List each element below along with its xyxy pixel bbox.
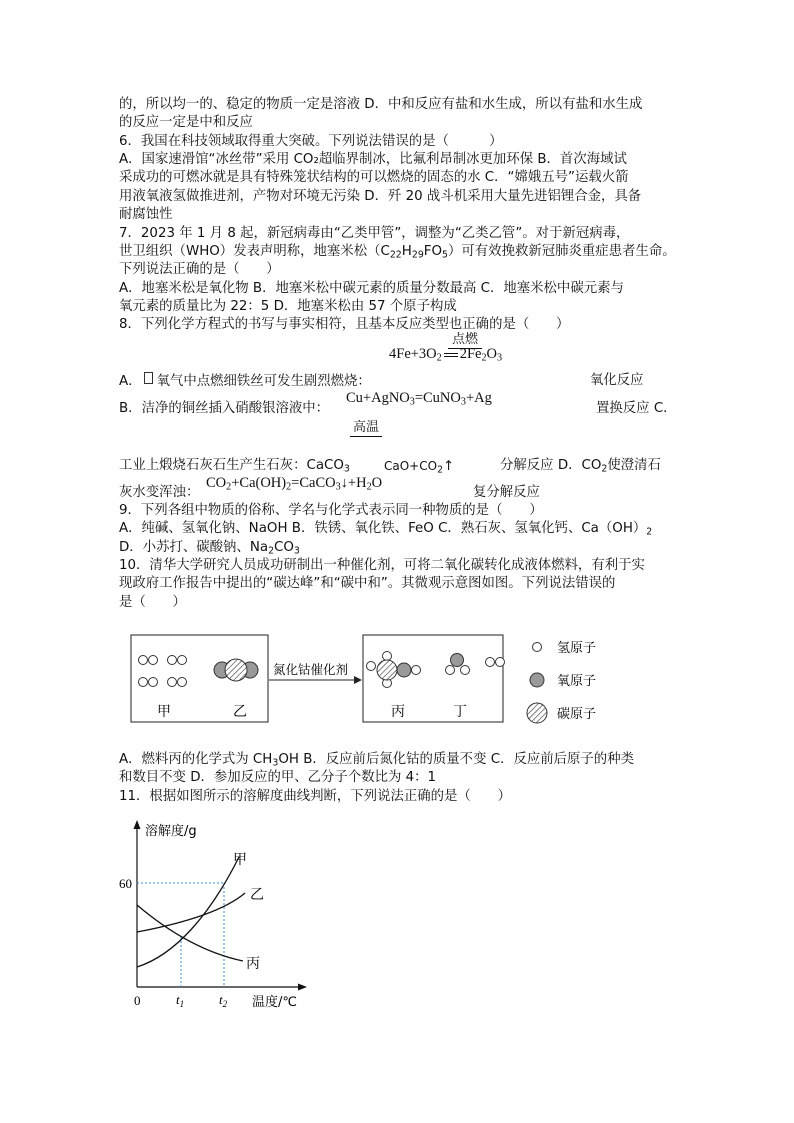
legend-hydrogen: 氢原子 xyxy=(557,641,597,656)
text-line: A．国家速滑馆“冰丝带”采用 CO₂超临界制冰，比氟利昂制冰更加环保 B．首次海域试 xyxy=(119,152,627,167)
text-line: A．地塞米松是氧化物 B．地塞米松中碳元素的质量分数最高 C．地塞米松中碳元素与 xyxy=(119,281,624,296)
series-label-yi: 乙 xyxy=(250,888,264,903)
text-line: 的反应一定是中和反应 xyxy=(119,115,253,130)
x-tick-t1: $t_1$ xyxy=(176,992,185,1009)
reaction-condition: 高温 xyxy=(350,420,382,437)
text-line: 的，所以均一的、稳定的物质一定是溶液 D．中和反应有盐和水生成，所以有盐和水生成 xyxy=(119,97,643,112)
legend-carbon-icon xyxy=(527,703,547,723)
reaction-type: 复分解反应 xyxy=(473,485,540,500)
question-11: 11．根据如图所示的溶解度曲线判断，下列说法正确的是（ ） xyxy=(119,789,511,804)
text-line: 灰水变浑浊： xyxy=(119,485,200,500)
legend-hydrogen-icon xyxy=(533,643,542,652)
water-molecule xyxy=(446,654,470,675)
option-b-label: B．洁净的铜丝插入硝酸银溶液中： xyxy=(119,401,330,416)
text-line: 和数目不变 D．参加反应的甲、乙分子个数比为 4：1 xyxy=(119,770,437,785)
text-line: 耐腐蚀性 xyxy=(119,207,173,222)
text-line: 用液氧液氢做推进剂，产物对环境无污染 D．歼 20 战斗机采用大量先进铝锂合金，具备 xyxy=(119,189,642,204)
catalyst-label: 氮化钴催化剂 xyxy=(273,662,349,677)
text-line: 现政府工作报告中提出的“碳达峰”和“碳中和”。其微观示意图如图。下列说法错误的 xyxy=(119,576,616,591)
series-label-bing: 丙 xyxy=(246,957,260,972)
co2-molecule xyxy=(214,659,258,681)
placeholder-box-icon xyxy=(144,372,153,384)
x-axis-label: 温度/℃ xyxy=(252,995,297,1010)
text-line: 采成功的可燃冰就是具有特殊笼状结构的可以燃烧的固态的水 C．“嫦娥五号”运载火箭 xyxy=(119,170,629,185)
question-9: 9．下列各组中物质的俗称、学名与化学式表示同一种物质的是（ ） xyxy=(119,503,543,518)
curve-bing xyxy=(137,905,243,961)
legend-oxygen: 氧原子 xyxy=(557,674,597,689)
x-tick-t2: $t_2$ xyxy=(219,992,228,1009)
legend-carbon: 碳原子 xyxy=(557,707,597,722)
reaction-type: 置换反应 C． xyxy=(596,401,677,416)
hydrogen-molecule xyxy=(486,658,505,667)
curve-yi xyxy=(137,893,245,932)
option-c-text: 工业上煅烧石灰石生产生石灰：CaCO$_3$ xyxy=(119,458,350,475)
question-6: 6．我国在科技领域取得重大突破。下列说法错误的是（ ） xyxy=(119,134,503,149)
question-7: 7．2023 年 1 月 8 起，新冠病毒由“乙类甲管”，调整为“乙类乙管”。对于新冠病毒， xyxy=(119,226,630,241)
text-line: 下列说法正确的是（ ） xyxy=(119,262,280,277)
reaction-condition: 点燃 xyxy=(448,332,482,349)
reaction-type: 分解反应 D．$CO_2$使澄清石 xyxy=(500,458,661,475)
legend-oxygen-icon xyxy=(530,673,544,687)
question-8: 8．下列化学方程式的书写与事实相符，且基本反应类型也正确的是（ ） xyxy=(119,317,570,332)
reaction-diagram xyxy=(125,630,645,730)
label-jia: 甲 xyxy=(157,705,171,720)
question-10: 10．清华大学研究人员成功研制出一种催化剂，可将二氧化碳转化成液体燃料，有利于实 xyxy=(119,558,645,573)
option-a-label: A． 氧气中点燃细铁丝可发生剧烈燃烧： xyxy=(119,374,371,389)
label-yi: 乙 xyxy=(233,705,247,720)
option-c-product: $CaO+CO_2↑$ xyxy=(384,459,455,476)
reaction-type: 氧化反应 xyxy=(590,373,644,388)
equation-co2: $CO_2+Ca(OH)_2=CaCO_3↓+H_2O$ xyxy=(206,475,383,493)
y-axis-label: 溶解度/g xyxy=(145,824,197,839)
text-line: 是（ ） xyxy=(119,595,186,610)
label-bing: 丙 xyxy=(391,705,405,720)
text-line: D．小苏打、碳酸钠、$Na_2CO_3$ xyxy=(119,540,300,557)
text-line: 世卫组织（WHO）发表声明称，地塞米松$(C_{22}H_{29}FO_5)$可有效挽救新冠肺炎重症患者生命。 xyxy=(119,244,676,261)
text-line: A．燃料丙的化学式为 $CH_3OH$ B．反应前后氮化钴的质量不变 C．反应前后原子的种类 xyxy=(119,752,634,769)
label-ding: 丁 xyxy=(453,705,467,720)
equation-copper: Cu+AgNO$_3$=CuNO$_3$+Ag xyxy=(346,390,492,408)
hydrogen-molecules xyxy=(139,656,187,687)
methanol-molecule xyxy=(367,652,421,688)
text-line: 氧元素的质量比为 22：5 D．地塞米松由 57 个原子构成 xyxy=(119,299,457,314)
text-line: A．纯碱、氢氧化钠、NaOH B．铁锈、氧化铁、FeO C．熟石灰、氢氧化钙、$Ca(OH)_2$ xyxy=(119,521,653,538)
y-tick-60: 60 xyxy=(119,876,132,891)
equation-iron: $4Fe+3O_2$ $2Fe_2O_3$ xyxy=(389,346,503,364)
solubility-chart xyxy=(115,815,325,1015)
series-label-jia: 甲 xyxy=(233,853,247,868)
origin-label: 0 xyxy=(134,993,141,1008)
